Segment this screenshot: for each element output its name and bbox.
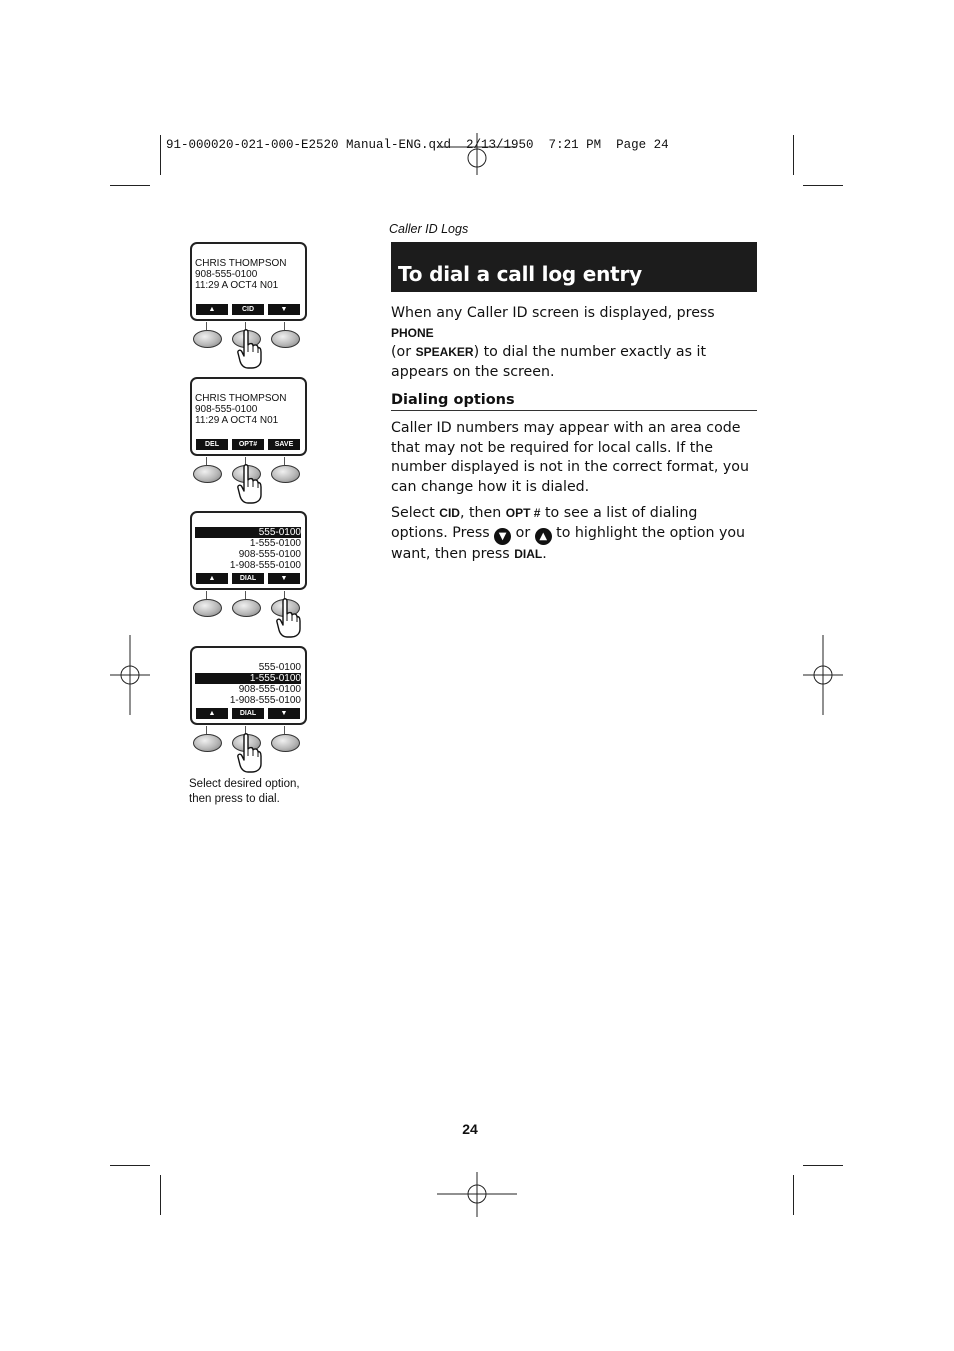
lcd-screen bbox=[190, 646, 307, 725]
button-guide-line bbox=[206, 457, 207, 465]
softkey-labels bbox=[196, 439, 301, 450]
button-guide-line bbox=[206, 726, 207, 734]
softkey-label: ▲ bbox=[196, 708, 228, 719]
button-guide-line bbox=[206, 322, 207, 330]
lcd-line: 908-555-0100 bbox=[195, 404, 258, 415]
slug-line: 91-000020-021-000-E2520 Manual-ENG.qxd 2/13/1950 7:21 PM Page 24 bbox=[166, 138, 669, 152]
lcd-line: 11:29 A OCT4 N01 bbox=[195, 280, 279, 291]
caption-line: then press to dial. bbox=[189, 793, 280, 805]
lcd-line: 11:29 A OCT4 N01 bbox=[195, 415, 279, 426]
lcd-lines bbox=[195, 258, 301, 291]
select-options-paragraph bbox=[391, 504, 757, 564]
registration-mark-icon bbox=[803, 635, 843, 715]
softkey-button[interactable] bbox=[271, 734, 300, 752]
lcd-line: 1-908-555-0100 bbox=[229, 560, 301, 571]
dial-key-label: DIAL bbox=[514, 546, 543, 561]
pointing-hand-icon bbox=[236, 732, 262, 774]
button-guide-line bbox=[206, 591, 207, 599]
softkey-label: ▼ bbox=[268, 573, 300, 584]
softkey-label: CID bbox=[232, 304, 264, 315]
page-title: To dial a call log entry bbox=[398, 262, 642, 286]
lcd-line: CHRIS THOMPSON bbox=[195, 393, 287, 404]
crop-mark bbox=[803, 185, 843, 186]
page-number: 24 bbox=[462, 1121, 478, 1137]
section-label: Caller ID Logs bbox=[389, 222, 469, 236]
cid-key-label: CID bbox=[439, 506, 460, 520]
lcd-lines bbox=[195, 662, 301, 706]
lcd-line: 908-555-0100 bbox=[195, 269, 258, 280]
pointing-hand-icon bbox=[236, 463, 262, 505]
opt-key-label: OPT # bbox=[505, 506, 541, 520]
softkey-label: OPT# bbox=[232, 439, 264, 450]
softkey-label: ▲ bbox=[196, 573, 228, 584]
softkey-button[interactable] bbox=[193, 599, 222, 617]
softkey-label: DIAL bbox=[232, 708, 264, 719]
softkey-button[interactable] bbox=[232, 599, 261, 617]
pointing-hand-icon bbox=[236, 328, 262, 370]
lcd-lines bbox=[195, 527, 301, 571]
subheading: Dialing options bbox=[391, 392, 757, 411]
caption-line: Select desired option, bbox=[189, 778, 300, 790]
down-arrow-icon: ▼ bbox=[494, 528, 511, 545]
softkey-button[interactable] bbox=[271, 330, 300, 348]
para-text: Select bbox=[391, 505, 440, 521]
softkey-label: DIAL bbox=[232, 573, 264, 584]
registration-mark-icon bbox=[437, 133, 517, 183]
registration-mark-icon bbox=[110, 635, 150, 715]
intro-text: ) to dial the number exactly as it appears on the screen. bbox=[391, 344, 707, 380]
illustration-caption bbox=[189, 777, 300, 807]
softkey-labels bbox=[196, 573, 301, 584]
crop-mark bbox=[793, 135, 794, 175]
dialing-options-paragraph: Caller ID numbers may appear with an area code that may not be required for local calls. If the number displayed is not in the correct format, you can change how it is dialed. bbox=[391, 420, 749, 495]
intro-paragraph bbox=[391, 304, 761, 382]
softkey-labels bbox=[196, 304, 301, 315]
softkey-button[interactable] bbox=[193, 465, 222, 483]
lcd-line: 1-555-0100 bbox=[195, 673, 301, 684]
pointing-hand-icon bbox=[275, 597, 301, 639]
crop-mark bbox=[110, 1165, 150, 1166]
lcd-line: CHRIS THOMPSON bbox=[195, 258, 287, 269]
softkey-button[interactable] bbox=[193, 734, 222, 752]
registration-mark-icon bbox=[437, 1172, 517, 1217]
lcd-line: 908-555-0100 bbox=[238, 549, 301, 560]
crop-mark bbox=[793, 1175, 794, 1215]
phone-key-label: PHONE bbox=[391, 325, 434, 340]
intro-text: When any Caller ID screen is displayed, press bbox=[391, 305, 715, 321]
para-text: to highlight the option you want, then press bbox=[391, 524, 746, 562]
para-text: or bbox=[511, 524, 535, 541]
softkey-label: ▼ bbox=[268, 708, 300, 719]
up-arrow-icon: ▲ bbox=[535, 528, 552, 545]
button-guide-line bbox=[284, 322, 285, 330]
title-bar bbox=[391, 242, 757, 292]
crop-mark bbox=[160, 135, 161, 175]
softkey-labels bbox=[196, 708, 301, 719]
softkey-button[interactable] bbox=[193, 330, 222, 348]
crop-mark bbox=[110, 185, 150, 186]
lcd-lines bbox=[195, 393, 301, 426]
lcd-line: 1-555-0100 bbox=[249, 538, 301, 549]
lcd-line: 908-555-0100 bbox=[238, 684, 301, 695]
para-text: to see a list of dialing options. Press bbox=[391, 505, 698, 541]
softkey-label: DEL bbox=[196, 439, 228, 450]
softkey-label: ▼ bbox=[268, 304, 300, 315]
button-guide-line bbox=[284, 726, 285, 734]
speaker-key-label: SPEAKER bbox=[415, 345, 474, 359]
para-text: , then bbox=[459, 505, 506, 521]
softkey-label: SAVE bbox=[268, 439, 300, 450]
button-guide-line bbox=[245, 591, 246, 599]
crop-mark bbox=[160, 1175, 161, 1215]
lcd-line: 555-0100 bbox=[195, 527, 301, 538]
para-text: . bbox=[542, 545, 547, 562]
softkey-label: ▲ bbox=[196, 304, 228, 315]
lcd-line: 1-908-555-0100 bbox=[229, 695, 301, 706]
crop-mark bbox=[803, 1165, 843, 1166]
lcd-screen bbox=[190, 242, 307, 321]
lcd-line: 555-0100 bbox=[258, 662, 301, 673]
softkey-button[interactable] bbox=[271, 465, 300, 483]
button-guide-line bbox=[284, 457, 285, 465]
lcd-screen bbox=[190, 377, 307, 456]
intro-text: (or bbox=[391, 344, 416, 360]
lcd-screen bbox=[190, 511, 307, 590]
